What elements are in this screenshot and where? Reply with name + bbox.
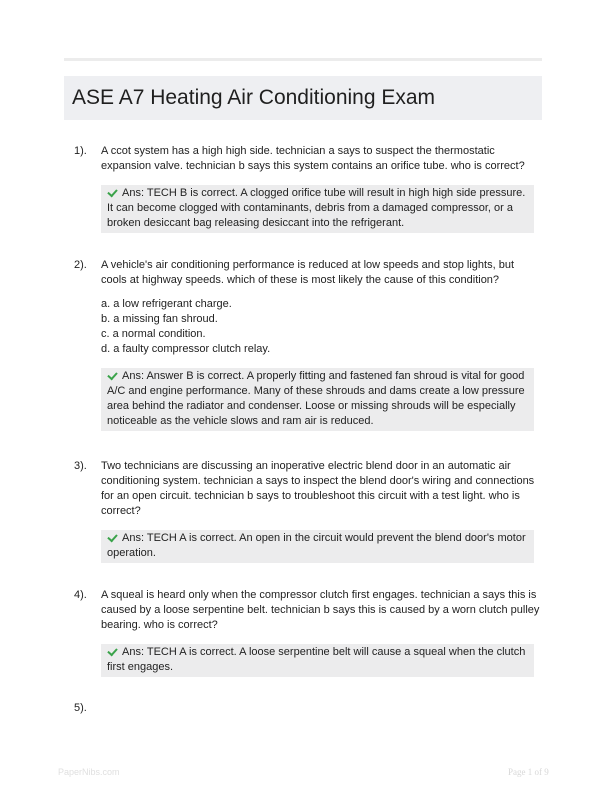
option-list	[101, 297, 542, 357]
page-title: ASE A7 Heating Air Conditioning Exam	[72, 86, 436, 109]
question-number: 3).	[74, 460, 87, 472]
question-1	[74, 144, 542, 233]
title-bar	[64, 76, 542, 120]
question-2	[74, 258, 542, 431]
question-number: 4).	[74, 589, 87, 601]
answer-text: Ans: TECH B is correct. A clogged orifice tube will result in high high side pressure. It can become clogged with contaminants, debris from a damaged compressor, or a broken desiccant bag releasing desiccant into the refrigerant.	[107, 187, 526, 229]
answer-box	[101, 185, 534, 233]
footer-watermark: PaperNibs.com	[58, 767, 120, 777]
question-3	[74, 459, 542, 563]
answer-text: Ans: TECH A is correct. A loose serpentine belt will cause a squeal when the clutch first engages.	[107, 646, 526, 673]
option-b: b. a missing fan shroud.	[101, 313, 218, 325]
question-text: A ccot system has a high high side. technician a says to suspect the thermostatic expansion valve. technician b says this system contains an orifice tube. who is correct?	[101, 145, 525, 172]
question-number: 2).	[74, 259, 87, 271]
option-d: d. a faulty compressor clutch relay.	[101, 343, 271, 355]
answer-box	[101, 644, 534, 677]
answer-box	[101, 530, 534, 563]
page-number: Page 1 of 9	[508, 767, 549, 777]
check-icon	[107, 645, 117, 656]
question-4	[74, 588, 542, 677]
top-divider	[64, 58, 542, 61]
option-c: c. a normal condition.	[101, 328, 206, 340]
check-icon	[107, 369, 117, 380]
check-icon	[107, 186, 117, 197]
question-number: 1).	[74, 145, 87, 157]
option-a: a. a low refrigerant charge.	[101, 298, 232, 310]
answer-text: Ans: TECH A is correct. An open in the circuit would prevent the blend door's motor operation.	[107, 532, 526, 559]
answer-text: Ans: Answer B is correct. A properly fitting and fastened fan shroud is vital for good A/C and engine performance. Many of these shrouds and dams create a low pressure area behind the radiator and condenser. Loose or missing shrouds will be especially noticeable as the vehicle slows and ram air is reduced.	[107, 370, 525, 427]
question-text: Two technicians are discussing an inoperative electric blend door in an automatic air conditioning system. technician a says to inspect the blend door's wiring and connections for an open circuit. technician b says to troubleshoot this circuit with a test light. who is correct?	[101, 460, 535, 517]
answer-box	[101, 368, 534, 431]
question-number: 5).	[74, 702, 87, 714]
question-text: A vehicle's air conditioning performance is reduced at low speeds and stop lights, but cools at highway speeds. which of these is most likely the cause of this condition?	[101, 259, 515, 286]
check-icon	[107, 531, 117, 542]
question-text: A squeal is heard only when the compressor clutch first engages. technician a says this is caused by a loose serpentine belt. technician b says this is caused by a worn clutch pulley bearing. who is correct?	[101, 589, 540, 631]
